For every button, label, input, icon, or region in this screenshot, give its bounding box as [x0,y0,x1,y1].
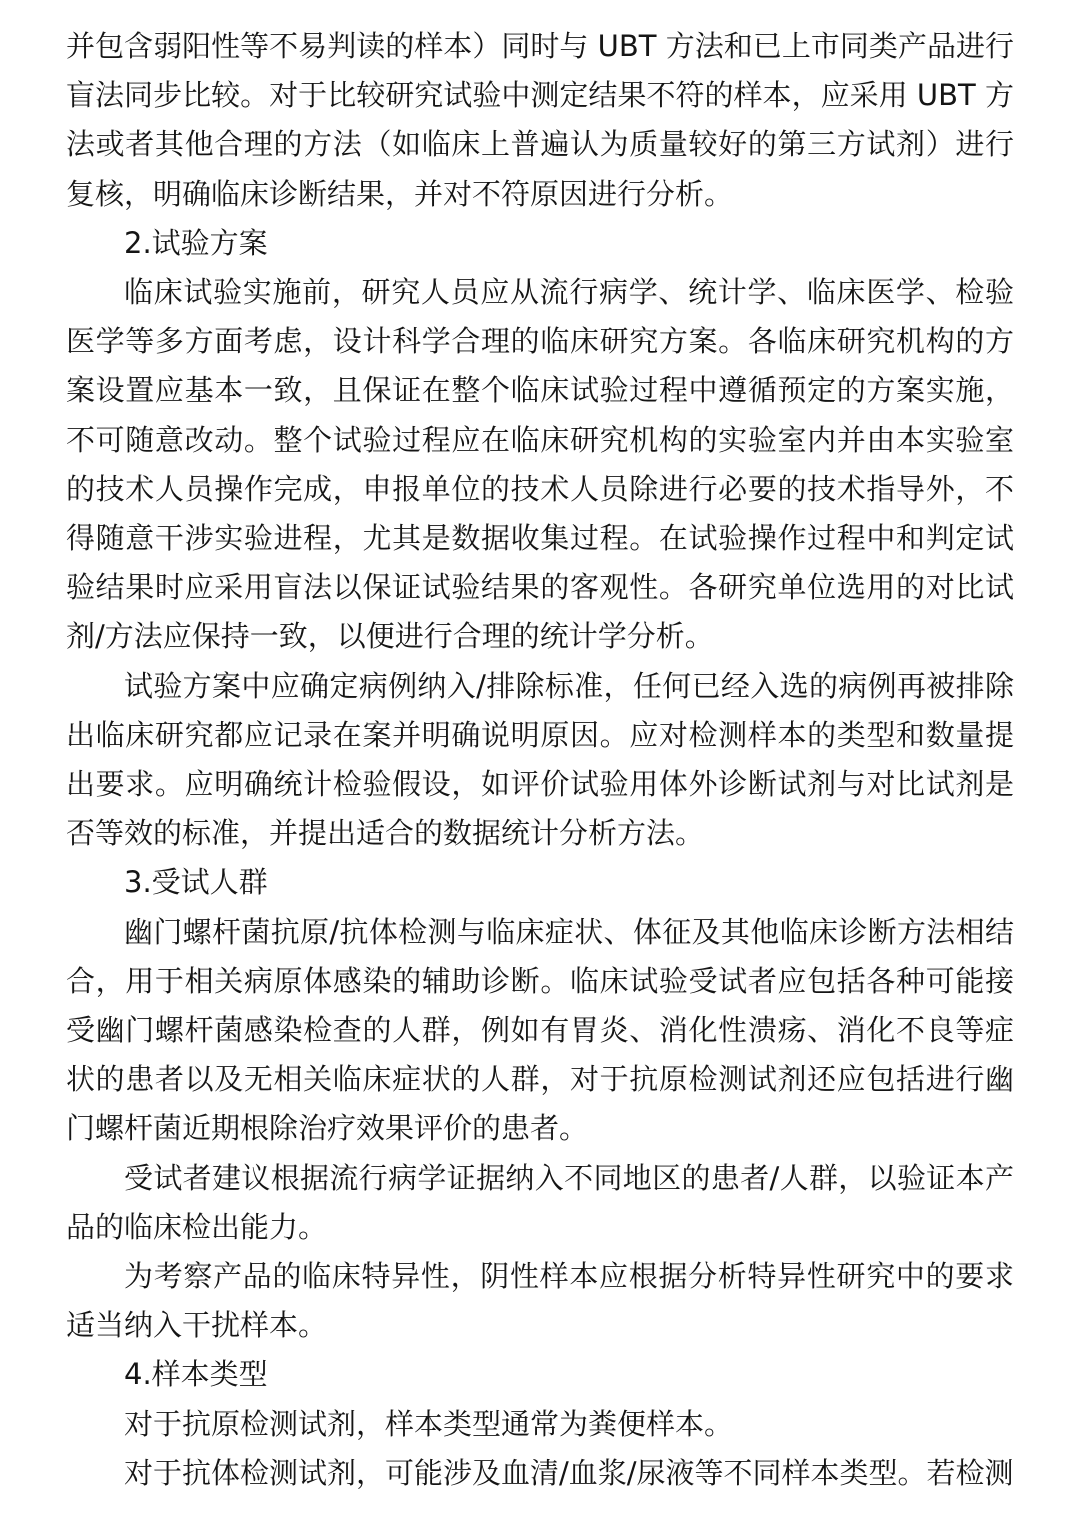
section-heading-sample-type: 4.样本类型 [124,1357,268,1392]
paragraph-protocol-design: 临床试验实施前，研究人员应从流行病学、统计学、临床医学、检验医学等多方面考虑，设计科学合理的临床研究方案。各临床研究机构的方案设置应基本一致，且保证在整个临床试验过程中遵循预定的方案实施，不可随意改动。整个试验过程应在临床研究机构的实验室内并由本实验室的技术人员操作完成，申报单位的技术人员除进行必要的技术指导外，不得随意干涉实验进程，尤其是数据收集过程。在试验操作过程中和判定试验结果时应采用盲法以保证试验结果的客观性。各研究单位选用的对比试剂/方法应保持一致，以便进行合理的统计学分析。 [66,275,1014,654]
section-heading-trial-protocol: 2.试验方案 [124,225,268,260]
paragraph-specificity: 为考察产品的临床特异性，阴性样本应根据分析特异性研究中的要求适当纳入干扰样本。 [66,1259,1014,1343]
paragraph-antigen-sample: 对于抗原检测试剂，样本类型通常为粪便样本。 [124,1406,734,1441]
paragraph-inclusion-criteria: 试验方案中应确定病例纳入/排除标准，任何已经入选的病例再被排除出临床研究都应记录在案并明确说明原因。应对检测样本的类型和数量提出要求。应明确统计检验假设，如评价试验用体外诊断试剂与对比试剂是否等效的标准，并提出适合的数据统计分析方法。 [66,668,1014,851]
paragraph-continuation: 并包含弱阳性等不易判读的样本）同时与 UBT 方法和已上市同类产品进行盲法同步比较。对于比较研究试验中测定结果不符的样本，应采用 UBT 方法或者其他合理的方法（如临床上普遍认为质量较好的第三方试剂）进行复核，明确临床诊断结果，并对不符原因进行分析。 [66,29,1014,211]
section-heading-subjects: 3.受试人群 [124,865,268,900]
paragraph-subject-population: 幽门螺杆菌抗原/抗体检测与临床症状、体征及其他临床诊断方法相结合，用于相关病原体感染的辅助诊断。临床试验受试者应包括各种可能接受幽门螺杆菌感染检查的人群，例如有胃炎、消化性溃疡、消化不良等症状的患者以及无相关临床症状的人群，对于抗原检测试剂还应包括进行幽门螺杆菌近期根除治疗效果评价的患者。 [66,914,1014,1146]
paragraph-regional-enrollment: 受试者建议根据流行病学证据纳入不同地区的患者/人群，以验证本产品的临床检出能力。 [66,1160,1014,1244]
paragraph-antibody-sample: 对于抗体检测试剂，可能涉及血清/血浆/尿液等不同样本类型。若检测 [124,1455,1014,1490]
